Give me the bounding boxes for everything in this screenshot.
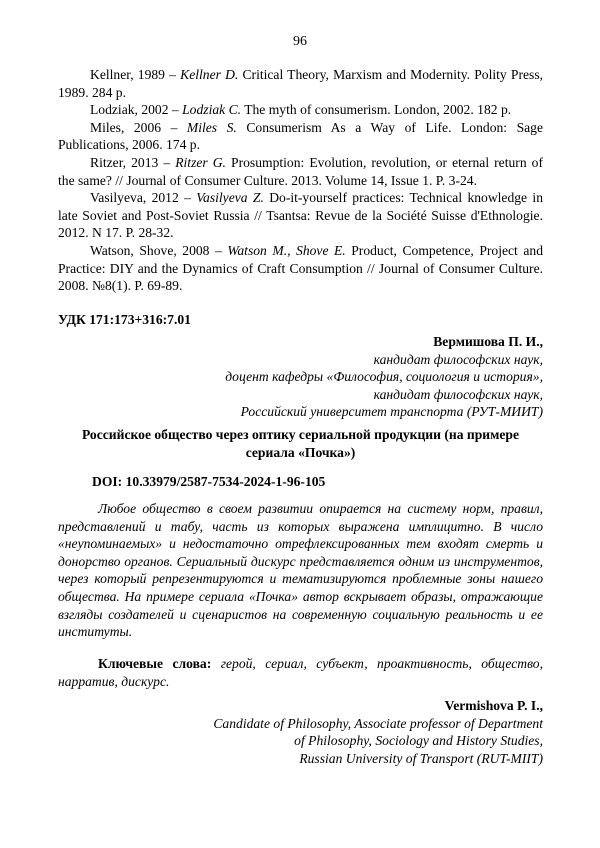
reference-author: Vasilyeva Z. — [196, 190, 264, 206]
keywords — [58, 655, 543, 690]
author-affiliation-line-en: Candidate of Philosophy, Associate professor of Department — [213, 715, 543, 731]
reference-lead: Vasilyeva, 2012 – — [90, 190, 197, 206]
author-name-en: Vermishova P. I., — [444, 698, 543, 713]
abstract: Любое общество в своем развитии опирается на систему норм, правил, представлений и табу, часть из которых выражена имплицитно. В число «неупоминаемых» и недостаточно отрефлексированных тем входят смерть и донорство органов. Сериальный дискурс представляется одним из инструментов, через который репрезентируются и тематизируются проблемные зоны нашего общества. На примере сериала «Почка» автор вскрывает образы, отражающие взгляды создателей и сценаристов на современную социальную реальность и ее институты. — [58, 501, 543, 640]
reference-rest: Consumerism As a Way of Life. London: Sage Publications, 2006. 174 p. — [58, 119, 544, 153]
reference-lead: Kellner, 1989 – — [90, 67, 181, 82]
reference-rest: Product, Competence, Project and Practice: DIY and the Dynamics of Craft Consumption // Journal of Consumer Culture. 2008. №8(1). P. 69-89. — [58, 242, 543, 294]
article-title: Российское общество через оптику сериальной продукции (на примере сериала «Почка») — [81, 427, 520, 460]
keywords-text: герой, сериал, субъект, проактивность, общество, нарратив, дискурс. — [58, 656, 543, 689]
reference-item — [58, 119, 543, 154]
reference-item — [58, 154, 543, 189]
author-block-ru — [225, 333, 543, 421]
reference-lead: Ritzer, 2013 – — [90, 154, 176, 170]
reference-rest: Critical Theory, Marxism and Modernity. Polity Press, 1989. 284 p. — [58, 67, 544, 100]
page-number: 96 — [293, 34, 307, 49]
reference-item — [58, 66, 543, 101]
reference-author: Lodziak C. — [182, 102, 242, 118]
reference-author: Watson M., Shove E. — [227, 242, 346, 258]
author-affiliation-line: кандидат философских наук, — [373, 386, 543, 402]
keywords-label: Ключевые слова: — [98, 656, 212, 671]
reference-author: Miles S. — [186, 119, 237, 135]
author-affiliation-line-en: of Philosophy, Sociology and History Studies, — [294, 733, 543, 749]
udc-code: УДК 171:173+316:7.01 — [58, 312, 191, 327]
reference-lead: Miles, 2006 – — [90, 119, 187, 135]
reference-author: Ritzer G. — [175, 154, 226, 170]
reference-rest: Do-it-yourself practices: Technical knowledge in late Soviet and Post-Soviet Russia // Tsantsa: Revue de la Société Suisse d'Ethnologie. 2012. N 17. P. 28-32. — [58, 190, 543, 241]
reference-rest: The myth of consumerism. London, 2002. 182 p. — [241, 102, 512, 118]
reference-rest: Prosumption: Evolution, revolution, or eternal return of the same? // Journal of Consumer Culture. 2013. Volume 14, Issue 1. P. 3-24. — [58, 154, 543, 188]
author-affiliation-line: кандидат философских наук, — [373, 351, 543, 367]
reference-item — [58, 242, 543, 295]
doi: DOI: 10.33979/2587-7534-2024-1-96-105 — [92, 474, 326, 489]
author-name: Вермишова П. И., — [433, 334, 543, 349]
reference-author: Kellner D. — [180, 67, 239, 82]
author-block-en — [213, 697, 543, 767]
author-affiliation-line-en: Russian University of Transport (RUT-MIIT) — [299, 750, 543, 766]
author-affiliation-line: Российский университет транспорта (РУТ-МИИТ) — [240, 404, 543, 420]
references-list — [58, 66, 543, 295]
reference-lead: Watson, Shove, 2008 – — [90, 242, 228, 258]
author-affiliation-line: доцент кафедры «Философия, социология и история», — [225, 369, 543, 385]
reference-lead: Lodziak, 2002 – — [90, 102, 183, 118]
reference-item — [58, 189, 543, 242]
reference-item — [58, 101, 543, 119]
